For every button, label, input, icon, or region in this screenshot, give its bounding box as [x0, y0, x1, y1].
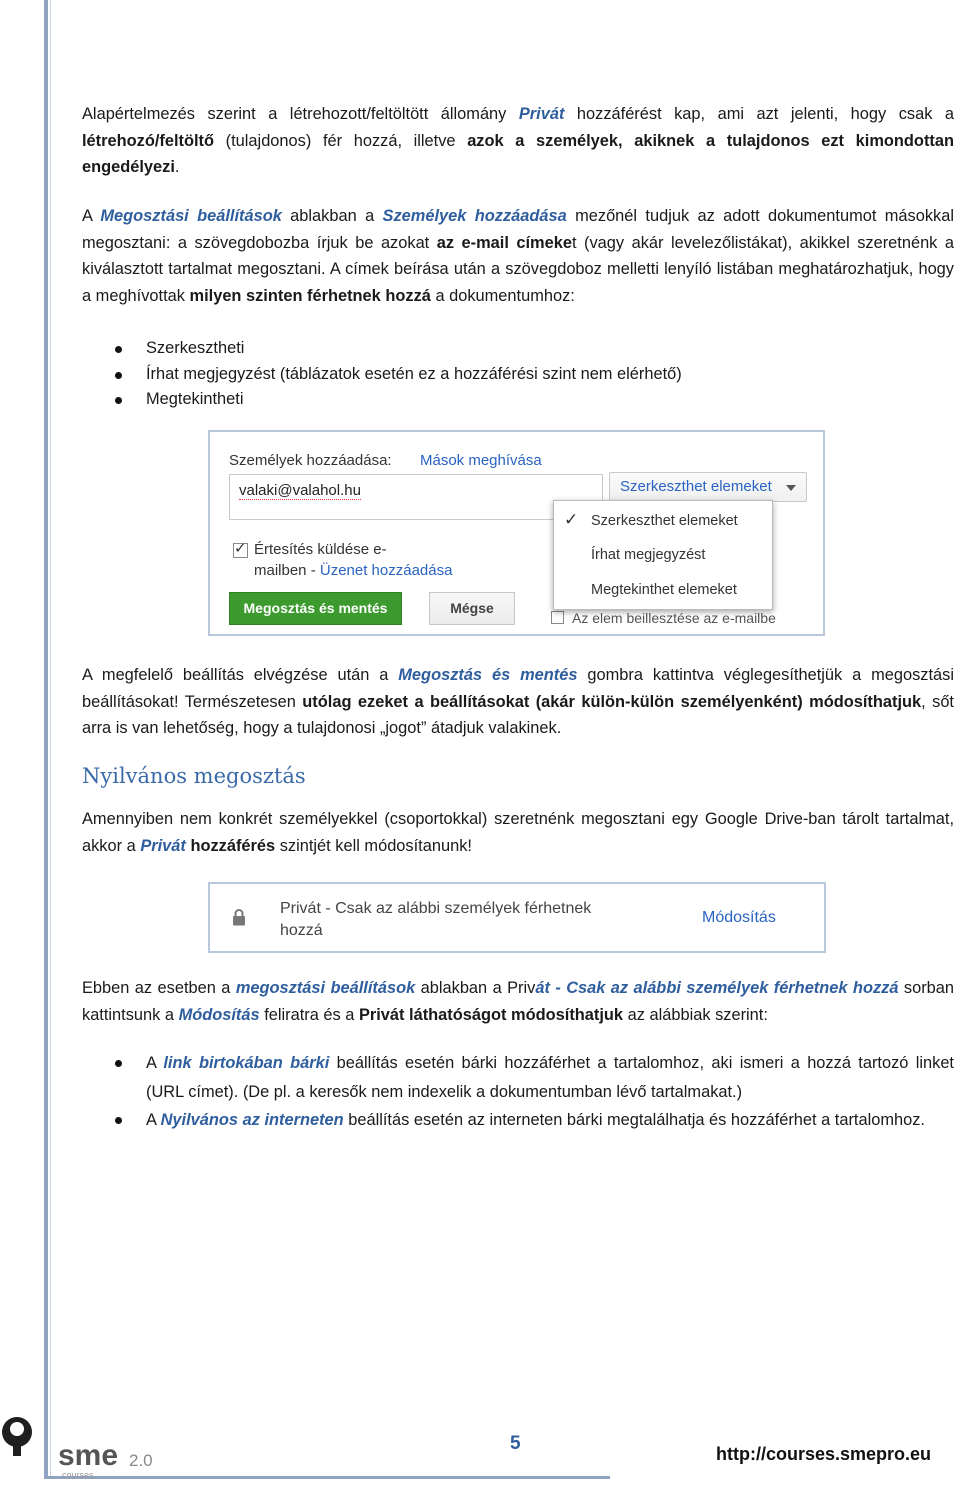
- sharing-dialog-screenshot: [208, 430, 825, 636]
- highlight-sharing-settings: megosztási beállítások: [235, 979, 416, 997]
- highlight-sharing-settings: Megosztási beállítások: [100, 207, 282, 225]
- text-run: sorban kattintsunk a: [82, 979, 954, 1024]
- email-input[interactable]: [229, 474, 603, 520]
- list-item: Írhat megjegyzést (táblázatok esetén ez a hozzáférési szint nem elérhető): [82, 362, 954, 388]
- lock-icon: [232, 909, 246, 926]
- text-run: t (vagy akár levelezőlistákat), akikkel szeretnénk a kiválasztott tartalmat megosztani. A címek beírása után a szövegdoboz melletti lenyíló listában meghatározhatjuk, hogy a meghívottak: [82, 233, 954, 305]
- text-run: feliratra és a: [259, 1005, 359, 1024]
- text-run: Alapértelmezés szerint a létrehozott/feltöltött állomány: [82, 105, 519, 123]
- highlight-anyone-with-link: link birtokában bárki: [163, 1054, 330, 1072]
- menu-item-can-edit[interactable]: Szerkeszthet elemeket: [591, 513, 738, 529]
- bold-access: hozzáférés: [190, 836, 276, 855]
- highlight-change: Módosítás: [178, 1005, 260, 1024]
- bold-allowed-persons: azok a személyek, akiknek a tulajdonos ezt kimondottan engedélyezi: [82, 131, 954, 176]
- paragraph-change-visibility: [82, 975, 954, 1028]
- text-run: beállítás esetén az interneten bárki megtalálhatja és hozzáférhet a tartalomhoz.: [343, 1111, 925, 1129]
- notify-text: mailben -: [254, 562, 320, 579]
- bold-email: az e-mail címeke: [436, 233, 572, 252]
- highlight-share-save: Megosztás és mentés: [398, 666, 578, 684]
- text-run: A: [146, 1111, 161, 1129]
- visibility-options-list: [82, 1049, 954, 1135]
- invite-others-link[interactable]: Mások meghívása: [420, 452, 542, 469]
- notify-label: [254, 539, 452, 581]
- share-and-save-button[interactable]: Megosztás és mentés: [229, 592, 402, 625]
- highlight-add-people: Személyek hozzáadása: [382, 207, 567, 225]
- highlight-privat: Privát: [518, 105, 565, 123]
- text-run: A: [146, 1054, 164, 1072]
- text-run: az alábbiak szerint:: [623, 1005, 768, 1024]
- notify-checkbox[interactable]: [233, 543, 248, 558]
- bold-creator: létrehozó/feltöltő: [82, 131, 215, 150]
- logo-text: sme: [58, 1439, 119, 1472]
- highlight-privat: Privát: [140, 836, 186, 855]
- left-margin-rule: [44, 0, 48, 1478]
- chevron-down-icon: [786, 485, 796, 491]
- footer-url: http://courses.smepro.eu: [716, 1444, 932, 1464]
- list-item: [82, 1049, 954, 1106]
- bold-modify-visibility: Privát láthatóságot módosíthatjuk: [358, 1005, 624, 1024]
- embed-label: Az elem beillesztése az e-mailbe: [572, 610, 776, 624]
- page-number: 5: [510, 1433, 521, 1454]
- bold-modify-later: utólag ezeket a beállításokat (akár külön-külön személyenként) módosíthatjuk: [302, 692, 922, 711]
- paragraph-sharing-settings: [82, 203, 954, 309]
- menu-item-can-comment[interactable]: Írhat megjegyzést: [591, 547, 706, 563]
- text-run: mezőnél tudjuk az adott dokumentumot másokkal megosztani: a szövegdobozba írjuk be azokat: [82, 207, 954, 252]
- privacy-line: hozzá: [280, 922, 323, 939]
- menu-item-can-view[interactable]: Megtekinthet elemeket: [591, 582, 737, 598]
- list-item: [82, 1106, 954, 1135]
- permission-select-value: Szerkeszthet elemeket: [620, 478, 772, 495]
- text-run: a dokumentumhoz:: [430, 286, 575, 305]
- logo-version: 2.0: [129, 1451, 153, 1470]
- left-margin-rule-thin: [50, 0, 51, 1478]
- text-run: , sőt arra is van lehetőség, hogy a tulajdonosi „jogot” átadjuk valakinek.: [82, 692, 954, 737]
- text-run: gombra kattintva véglegesíthetjük a megosztási beállításokat! Természetesen: [82, 666, 954, 711]
- paragraph-intro: [82, 101, 954, 181]
- change-link[interactable]: Módosítás: [702, 909, 776, 926]
- checkmark-icon: ✓: [564, 510, 579, 529]
- text-run: ablakban a: [281, 207, 383, 225]
- sme-logo: [0, 1412, 170, 1484]
- privacy-status-text: [280, 898, 591, 942]
- text-run: hozzáférést kap, ami azt jelenti, hogy csak a: [564, 105, 955, 123]
- notify-text: Értesítés küldése e-: [254, 541, 387, 558]
- text-run: szintjét kell módosítanunk!: [275, 836, 472, 855]
- text-run: Amennyiben nem konkrét személyekkel (csoportokkal) szeretnénk megosztani egy Google Drive-ban tárolt tartalmat, akkor a: [82, 810, 954, 855]
- text-run: Ebben az esetben a: [82, 979, 236, 997]
- highlight-private-row: át - Csak az alábbi személyek férhetnek hozzá: [535, 979, 899, 997]
- text-run: A: [82, 207, 101, 225]
- logo-sub: courses: [62, 1470, 94, 1480]
- highlight-public-on-web: Nyilvános az interneten: [160, 1111, 344, 1129]
- privacy-row-screenshot: [208, 882, 826, 953]
- bold-access-level: milyen szinten férhetnek hozzá: [189, 286, 431, 305]
- cancel-button[interactable]: Mégse: [429, 592, 515, 625]
- text-run: (tulajdonos) fér hozzá, illetve: [214, 131, 468, 150]
- embed-checkbox[interactable]: [551, 611, 564, 624]
- add-message-link[interactable]: Üzenet hozzáadása: [319, 562, 453, 579]
- permission-select[interactable]: [609, 472, 807, 502]
- text-run: beállítás esetén bárki hozzáférhet a tartalomhoz, aki ismeri a hozzá tartozó linket (URL címet). (De pl. a keresők nem indexelik a dokumentumban lévő tartalmakat.): [146, 1054, 954, 1101]
- section-heading: Nyilvános megosztás: [82, 764, 306, 788]
- text-run: A megfelelő beállítás elvégzése után a: [82, 666, 399, 684]
- privacy-line: Privát - Csak az alábbi személyek férhetnek: [280, 900, 592, 917]
- text-run: ablakban a Priv: [415, 979, 536, 997]
- email-input-value: valaki@valahol.hu: [239, 482, 361, 499]
- permission-dropdown-menu: [553, 500, 773, 610]
- paragraph-save: [82, 662, 954, 742]
- text-run: .: [174, 158, 180, 176]
- access-level-list: [82, 336, 954, 413]
- list-item: Szerkesztheti: [82, 336, 954, 362]
- add-people-label: Személyek hozzáadása:: [229, 452, 392, 469]
- list-item: Megtekintheti: [82, 387, 954, 413]
- paragraph-public: [82, 806, 954, 859]
- embed-item-row: [551, 610, 776, 624]
